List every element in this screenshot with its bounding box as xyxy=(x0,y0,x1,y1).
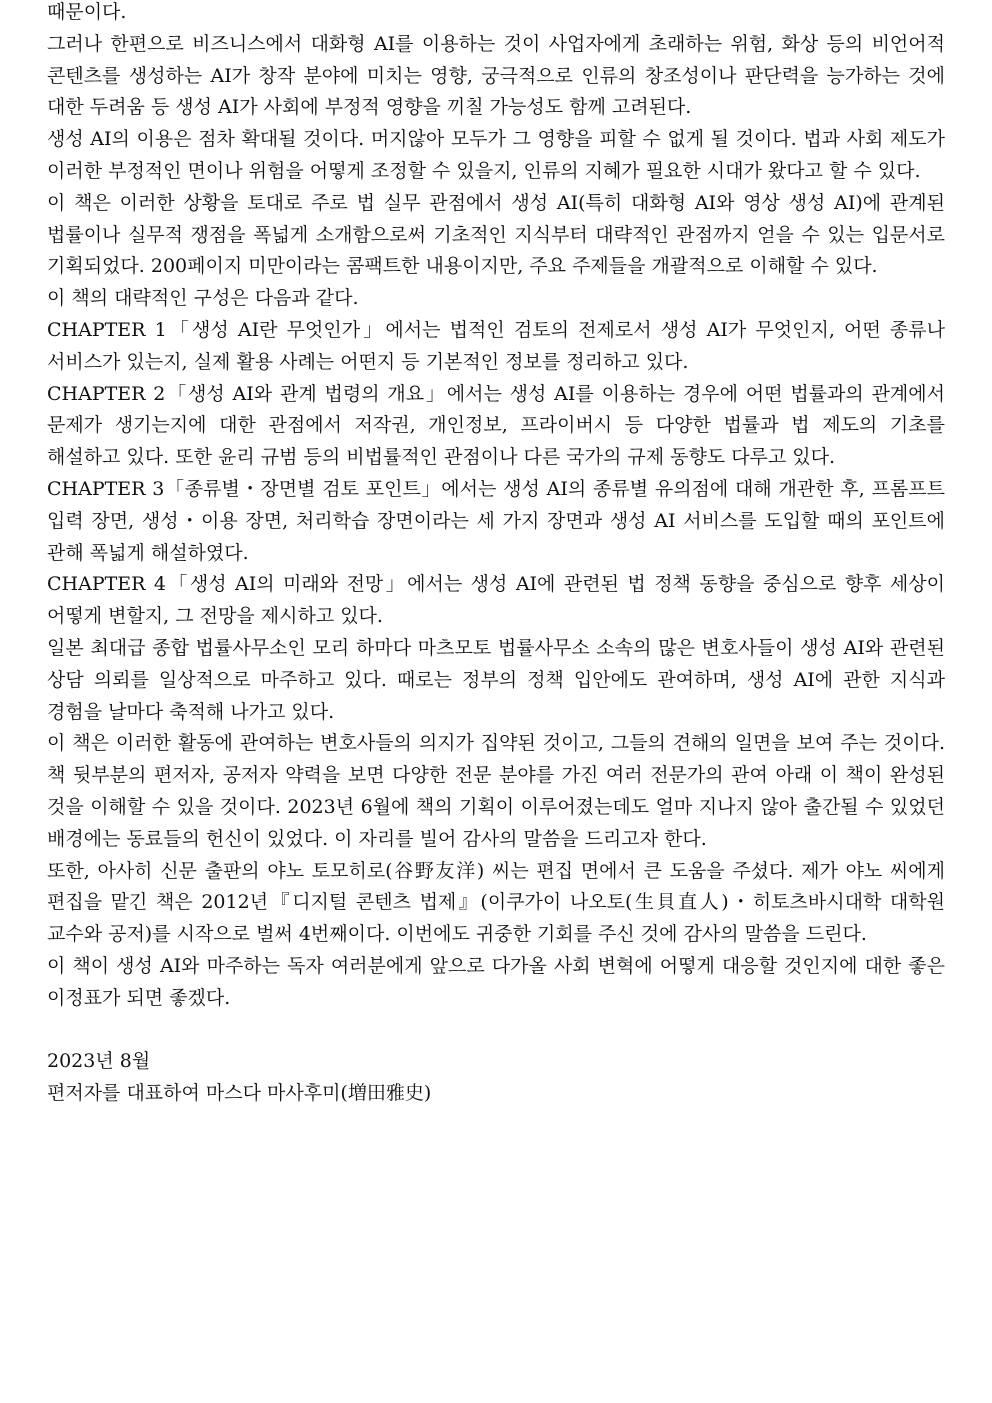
paragraph-13: 이 책이 생성 AI와 마주하는 독자 여러분에게 앞으로 다가올 사회 변혁에 어떻게 대응할 것인지에 대한 좋은 이정표가 되면 좋겠다. xyxy=(47,954,945,1009)
signature-line: 편저자를 대표하여 마스다 마사후미(増田雅史) xyxy=(47,1082,432,1105)
paragraph-chapter-1: CHAPTER 1「생성 AI란 무엇인가」에서는 법적인 검토의 전제로서 생성 AI가 무엇인지, 어떤 종류나 서비스가 있는지, 실제 활용 사례는 어떤지 등 기본적인 정보를 정리하고 있다. xyxy=(47,318,945,373)
paragraph-1: 때문이다. xyxy=(47,1,127,23)
paragraph-11: 이 책은 이러한 활동에 관여하는 변호사들의 의지가 집약된 것이고, 그들의 견해의 일면을 보여 주는 것이다. 책 뒷부분의 편저자, 공저자 약력을 보면 다양한 전문 분야를 가진 여러 전문가의 관여 아래 이 책이 완성된 것을 이해할 수 있을 것이다. 2023년 6월에 책의 기획이 이루어졌는데도 얼마 지나지 않아 출간될 수 있었던 배경에는 동료들의 헌신이 있었다. 이 자리를 빌어 감사의 말씀을 드리고자 한다. xyxy=(47,732,945,850)
paragraph-chapter-3: CHAPTER 3「종류별・장면별 검토 포인트」에서는 생성 AI의 종류별 유의점에 대해 개관한 후, 프롬프트 입력 장면, 생성・이용 장면, 처리학습 장면이라는 세 가지 장면과 생성 AI 서비스를 도입할 때의 포인트에 관해 폭넓게 해설하였다. xyxy=(47,477,945,564)
paragraph-10: 일본 최대급 종합 법률사무소인 모리 하마다 마츠모토 법률사무소 소속의 많은 변호사들이 생성 AI와 관련된 상담 의뢰를 일상적으로 마주하고 있다. 때로는 정부의 정책 입안에도 관여하며, 생성 AI에 관한 지식과 경험을 날마다 축적해 나가고 있다. xyxy=(47,636,945,723)
paragraph-3: 생성 AI의 이용은 점차 확대될 것이다. 머지않아 모두가 그 영향을 피할 수 없게 될 것이다. 법과 사회 제도가 이러한 부정적인 면이나 위험을 어떻게 조정할 수 있을지, 인류의 지혜가 필요한 시대가 왔다고 할 수 있다. xyxy=(47,128,945,182)
paragraph-12: 또한, 아사히 신문 출판의 야노 토모히로(谷野友洋) 씨는 편집 면에서 큰 도움을 주셨다. 제가 야노 씨에게 편집을 맡긴 책은 2012년『디지털 콘텐츠 법제』(이쿠가이 나오토(生貝直人)・히토츠바시대학 대학원 교수와 공저)를 시작으로 벌써 4번째이다. 이번에도 귀중한 기회를 주신 것에 감사의 말씀을 드린다. xyxy=(47,859,945,946)
blank-line xyxy=(47,1015,945,1047)
paragraph-chapter-2: CHAPTER 2「생성 AI와 관계 법령의 개요」에서는 생성 AI를 이용하는 경우에 어떤 법률과의 관계에서 문제가 생기는지에 대한 관점에서 저작권, 개인정보, 프라이버시 등 다양한 법률과 법 제도의 기초를 해설하고 있다. 또한 윤리 규범 등의 비법률적인 관점이나 다른 국가의 규제 동향도 다루고 있다. xyxy=(47,382,945,469)
paragraph-4: 이 책은 이러한 상황을 토대로 주로 법 실무 관점에서 생성 AI(특히 대화형 AI와 영상 생성 AI)에 관계된 법률이나 실무적 쟁점을 폭넓게 소개함으로써 기초적인 지식부터 대략적인 관점까지 얻을 수 있는 입문서로 기획되었다. 200페이지 미만이라는 콤팩트한 내용이지만, 주요 주제들을 개괄적으로 이해할 수 있다. xyxy=(47,191,945,278)
paragraph-2: 그러나 한편으로 비즈니스에서 대화형 AI를 이용하는 것이 사업자에게 초래하는 위험, 화상 등의 비언어적 콘텐츠를 생성하는 AI가 창작 분야에 미치는 영향, 궁극적으로 인류의 창조성이나 판단력을 능가하는 것에 대한 두려움 등 생성 AI가 사회에 부정적 영향을 끼칠 가능성도 함께 고려된다. xyxy=(47,32,945,119)
paragraph-chapter-4: CHAPTER 4「생성 AI의 미래와 전망」에서는 생성 AI에 관련된 법 정책 동향을 중심으로 향후 세상이 어떻게 변할지, 그 전망을 제시하고 있다. xyxy=(47,573,945,628)
paragraph-5: 이 책의 대략적인 구성은 다음과 같다. xyxy=(47,287,359,310)
date-line: 2023년 8월 xyxy=(47,1050,151,1073)
document-page xyxy=(47,0,945,1110)
